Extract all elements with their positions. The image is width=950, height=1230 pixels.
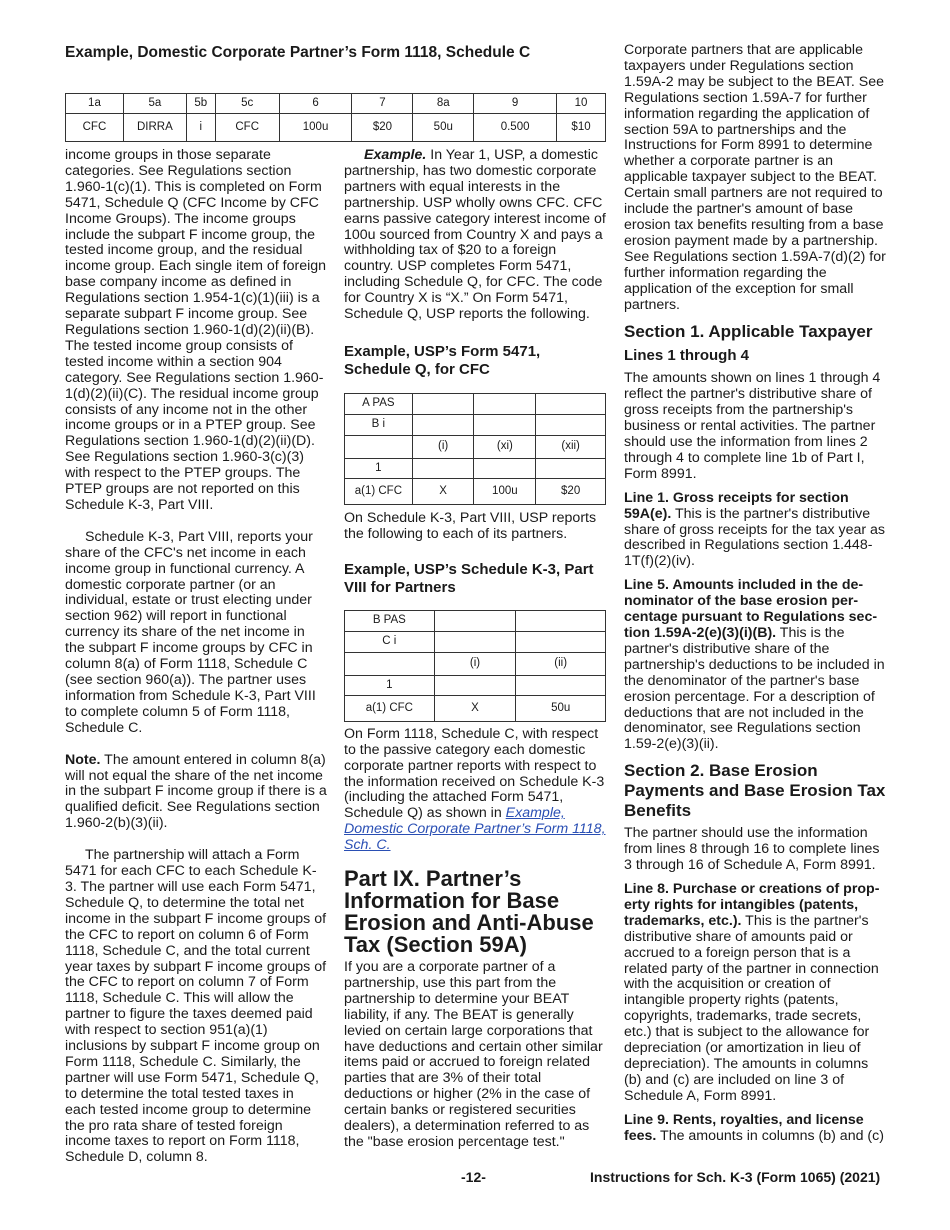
lines-1-4-paragraph: The amounts shown on lines 1 through 4 reflect the partner's distributive share of gross receipts from the partnership's business or rental activities. The partner should use the information from lines 2 through 4 to complete line 1b of Part I, Form 8991. [624,370,881,482]
part-ix-heading: Part IX. Partner’s Information for Base Erosion and Anti-Abuse Tax (Section 59A) [344,866,594,958]
table-row [345,610,606,631]
note-label: Note. [65,751,101,768]
footer-title: Instructions for Sch. K-3 (Form 1065) (2021) [590,1169,881,1185]
table-cell: X [434,695,516,721]
table-cell: i [186,114,215,142]
table-cell: $20 [536,478,606,504]
applicable-taxpayers-paragraph: Corporate partners that are applicable taxpayers under Regulations section 1.59A-2 may be subject to the BEAT. See Regulations section 1.59A-7 for further information regarding the application of section 59A to partnerships and the Instructions for Form 8991 to determine whether a corporate partner is an applicable taxpayer subject to the BEAT. Certain small partners are not required to include the partner's amount of base erosion tax benefits resulting from a base erosion payment made by a partnership. See Regulations section 1.59A-7(d)(2) for further information regarding the application of the exception for small partners. [624,42,886,313]
schedule-k3-table [344,610,606,722]
k3-reports-paragraph: On Schedule K-3, Part VIII, USP reports the following to each of its partners. [344,509,597,542]
note-text: The amount entered in column 8(a) will not equal the share of the net income in the subpart F income group if there is a qualified deficit. See Regulations section 1.960-2(b)(3)(ii). [65,751,327,832]
table-cell [434,631,516,652]
page-number: -12- [461,1169,486,1185]
table-cell: (xi) [474,435,536,458]
column-3 [624,43,886,1144]
line-9-label: Line 9. Rents, royalties, and license fees. [624,1111,864,1144]
section-2-paragraph: The partner should use the information from lines 8 through 16 to complete lines 3 through 16 of Schedule A, Form 8991. [624,825,880,874]
table-row [345,478,606,504]
table-header-cell: 6 [279,94,352,114]
table-cell [474,414,536,435]
line-9-text: The amounts in columns (b) and (c) [656,1127,884,1144]
table-cell: B i [345,414,413,435]
table-cell [412,414,474,435]
line-1-paragraph [624,491,886,571]
table-header-cell: 5b [186,94,215,114]
table-cell [434,675,516,695]
schedule-k3-heading: Example, USP’s Schedule K-3, Part VIII for Partners [344,560,594,596]
section-1-heading: Section 1. Applicable Taxpayer [624,322,873,342]
table-header-cell: 9 [474,94,557,114]
line-8-text: This is the partner's distributive share of amounts paid or accrued to a foreign person that is a related party of the partner in connection with the acquisition or creation of intangible property rights (patents, copyrights, trademarks, trade secrets, etc.) that is subject to the allowance for depreciation (or amortization in lieu of depreciation). The amounts in columns (b) and (c) are included on line 3 of Schedule A, Form 8991. [624,912,879,1104]
table-header-cell: 7 [352,94,413,114]
table-header-cell: 10 [557,94,606,114]
lines-1-4-heading: Lines 1 through 4 [624,347,750,365]
table-cell [516,610,606,631]
table-cell [516,675,606,695]
table-row [345,393,606,414]
table-cell: 100u [279,114,352,142]
table-row [345,695,606,721]
table-cell: CFC [66,114,124,142]
line-1-text: This is the partner's distributive share of gross receipts for the tax year as described in Regulations section 1.448-1T(f)(2)(iv). [624,505,886,570]
table-row [345,675,606,695]
example-header: Example, Domestic Corporate Partner’s Form 1118, Schedule C [65,44,531,61]
column-2 [344,148,606,1151]
table-cell: A PAS [345,393,413,414]
table-cell: 50u [413,114,474,142]
table-cell [536,393,606,414]
table-cell: (i) [434,652,516,675]
part-viii-paragraph: Schedule K-3, Part VIII, reports your share of the CFC's net income in each income group in functional currency. A domestic corporate partner (or an individual, estate or trust electing under section 962) will report in functional currency its share of the net income in the subpart F income groups by CFC in column 8(a) of Form 1118, Schedule C (see section 960(a)). The partner uses information from Schedule K-3, Part VIII to complete column 5 of Form 1118, Schedule C. [65,528,316,736]
table-cell [516,631,606,652]
example-text: In Year 1, USP, a domestic partnership, has two domestic corporate partners with equal interests in the partnership. USP wholly owns CFC. CFC earns passive category interest income of 100u sourced from Country X and pays a withholding tax of $20 to a foreign country. USP completes Form 5471, including Schedule Q, for CFC. The code for Country X is “X.” On Form 5471, Schedule Q, USP reports the following. [344,147,606,323]
table-cell [412,393,474,414]
section-2-heading: Section 2. Base Erosion Payments and Base Erosion Tax Benefits [624,761,886,821]
table-row [345,631,606,652]
line-1-label: Line 1. Gross receipts for section 59A(e). [624,489,849,522]
table-cell: X [412,478,474,504]
column-1 [65,148,327,1166]
note-paragraph [65,753,327,833]
table-cell: CFC [215,114,279,142]
table-cell [536,458,606,478]
line-5-label: Line 5. Amounts included in the denominator of the base erosion percentage pursuant to Regulations section 1.59A-2(e)(3)(i)(B). [624,577,878,641]
table-row [345,435,606,458]
table-cell: $10 [557,114,606,142]
table-cell [474,458,536,478]
form-1118-table [65,93,606,142]
table-cell: a(1) CFC [345,478,413,504]
table-cell: 50u [516,695,606,721]
table-cell: (ii) [516,652,606,675]
beat-paragraph: If you are a corporate partner of a partnership, use this part from the partnership to determine your BEAT liability, if any. The BEAT is generally levied on certain large corporations that have deductions and certain other similar items paid or accrued to foreign related parties that are 3% of their total deductions or higher (2% in the case of certain banks or registered securities dealers), a determination referred to as the "base erosion percentage test." [344,959,603,1150]
table-cell [434,610,516,631]
table-header-cell: 5c [215,94,279,114]
example-link[interactable]: Example, Domestic Corporate Partner’s Form 1118, Sch. C. [344,805,606,854]
table-cell: $20 [352,114,413,142]
table-row [345,652,606,675]
line-8-paragraph [624,882,886,1105]
table-row [345,414,606,435]
table-cell: C i [345,631,435,652]
table-cell [536,414,606,435]
line-8-label: Line 8. Purchase or creations of property rights for intangibles (patents, trademarks, etc.). [624,880,880,929]
table-cell [412,458,474,478]
table-cell: a(1) CFC [345,695,435,721]
line-5-paragraph [624,578,886,753]
table-cell: DIRRA [123,114,186,142]
table-cell: 100u [474,478,536,504]
form-1118-paragraph [344,727,606,854]
form-5471-heading: Example, USP’s Form 5471, Schedule Q, for CFC [344,342,541,378]
table-cell: (xii) [536,435,606,458]
table-cell [345,652,435,675]
table-cell: 1 [345,458,413,478]
table-header-cell: 8a [413,94,474,114]
example-label: Example. [364,147,427,163]
income-groups-paragraph: income groups in those separate categories. See Regulations section 1.960-1(c)(1). This is completed on Form 5471, Schedule Q (CFC Income by CFC Income Groups). The income groups include the subpart F income group, the tested income group, and the residual income group. Each single item of foreign base company income as defined in Regulations section 1.954-1(c)(1)(iii) is a separate subpart F income group. See Regulations section 1.960-1(d)(2)(ii)(B). The tested income group consists of tested income within a section 904 category. See Regulations section 1.960-1(d)(2)(ii)(C). The residual income group consists of any income not in the other income groups or in a PTEP group. See Regulations section 1.960-1(d)(2)(ii)(D). See Regulations section 1.960-3(c)(3) with respect to the PTEP groups. The PTEP groups are not reported on this Schedule K-3, Part VIII. [65,147,327,513]
table-cell [345,435,413,458]
table-cell: 1 [345,675,435,695]
form-1118-text: On Form 1118, Schedule C, with respect to the passive category each domestic corporate partner reports with respect to the information received on Schedule K-3 (including the attached Form 5471, Schedule Q) as shown in [344,725,605,822]
table-cell: B PAS [345,610,435,631]
line-9-paragraph [624,1113,886,1145]
table-cell: 0.500 [474,114,557,142]
schedule-q-table [344,393,606,505]
form-5471-paragraph: The partnership will attach a Form 5471 for each CFC to each Schedule K-3. The partner will use each Form 5471, Schedule Q, to determine the total net income in the subpart F income groups of the CFC to report on column 6 of Form 1118, Schedule C, and the total current year taxes by subpart F income groups of the CFC to report on column 7 of Form 1118, Schedule C. This will allow the partner to figure the taxes deemed paid with respect to section 951(a)(1) inclusions by subpart F income group on Form 1118, Schedule C. Similarly, the partner will use Form 5471, Schedule Q, to determine the total tested taxes in each tested income group to determine the pro rata share of tested foreign income taxes to report on Form 1118, Schedule D, column 8. [65,847,327,1166]
table-cell [474,393,536,414]
table-header-cell: 1a [66,94,124,114]
table-header-cell: 5a [123,94,186,114]
table-cell: (i) [412,435,474,458]
table-row [345,458,606,478]
line-5-text: This is the partner's distributive share of the partnership's deductions to be included in the denominator of the partner's base erosion percentage. For a description of deductions that are not included in the denominator, see Regulations section 1.59-2(e)(3)(ii). [624,625,885,753]
example-paragraph [344,148,606,323]
